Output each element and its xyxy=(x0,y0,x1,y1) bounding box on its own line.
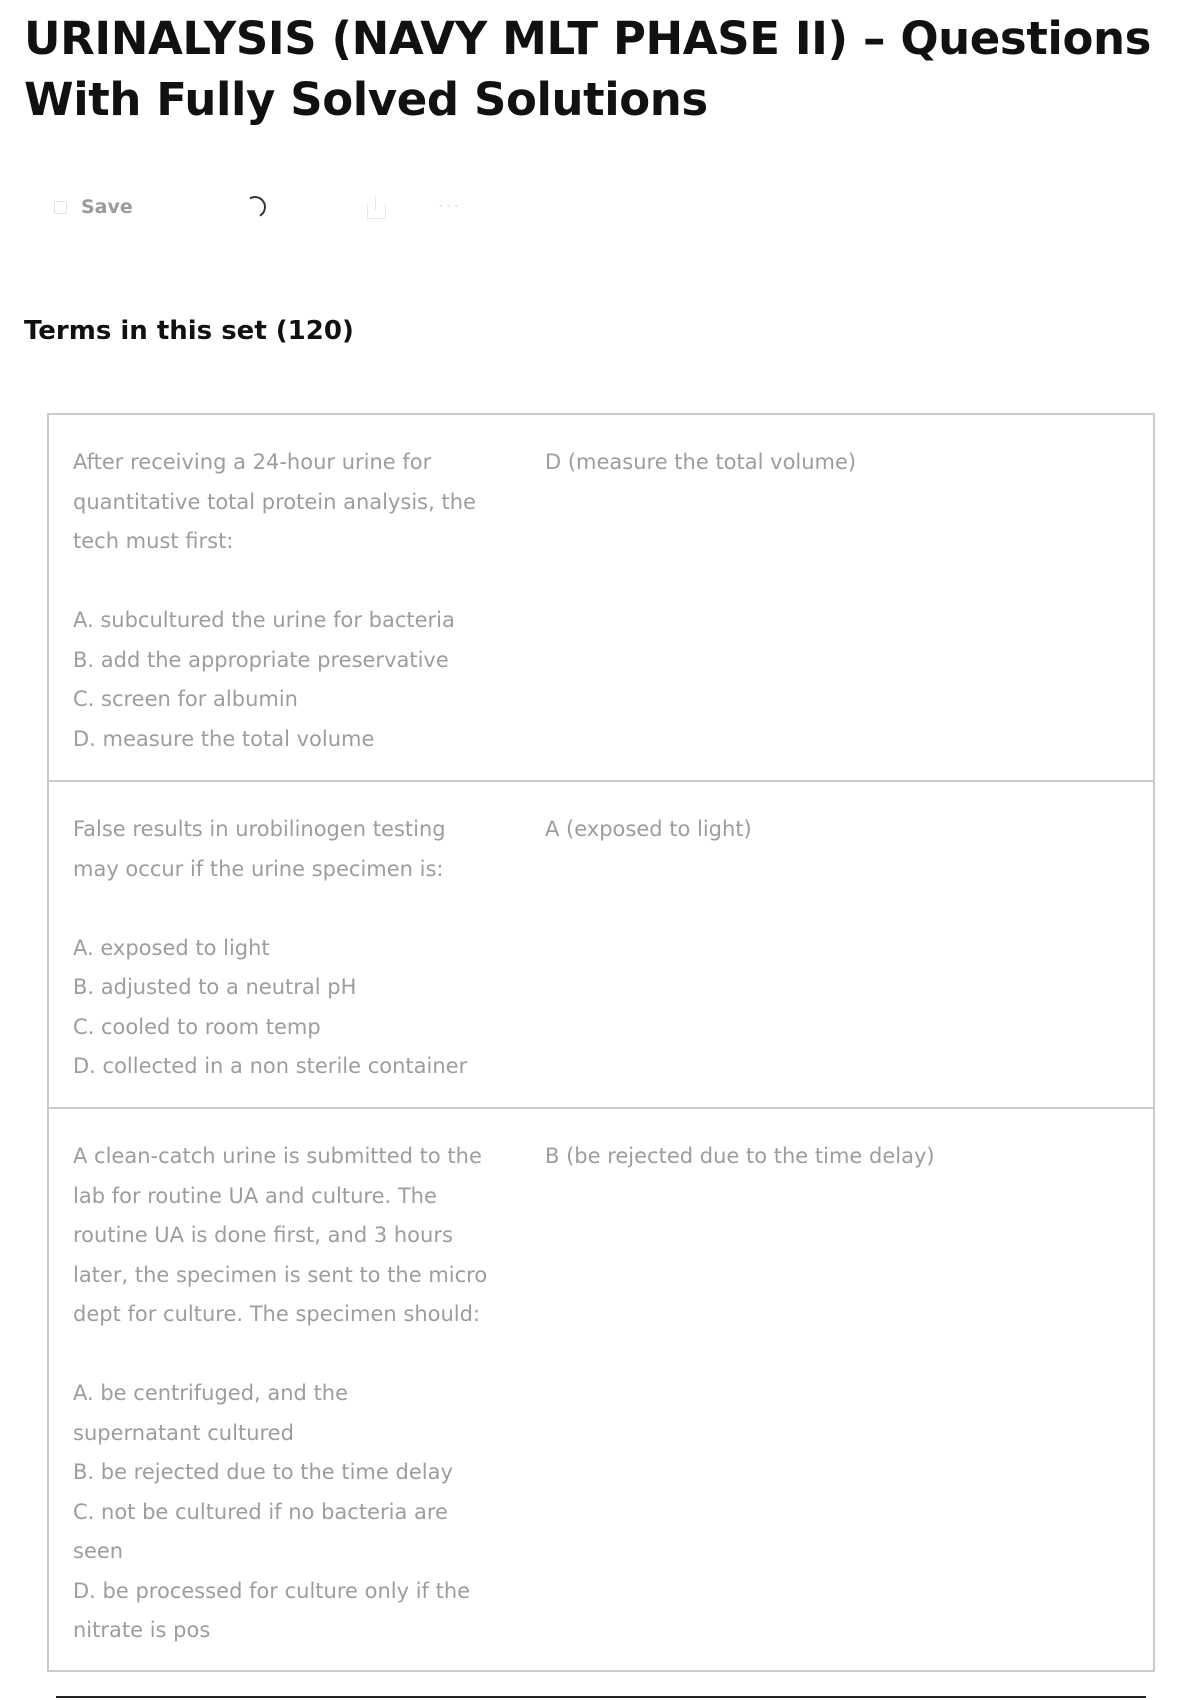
save-checkbox-icon xyxy=(54,201,67,214)
set-toolbar xyxy=(54,190,514,224)
term-card[interactable] xyxy=(47,413,1155,783)
loading-spinner-icon xyxy=(242,194,269,221)
terms-heading: Terms in this set (120) xyxy=(24,316,354,346)
definition-text: B (be rejected due to the time delay) xyxy=(545,1144,935,1168)
term-card[interactable] xyxy=(47,780,1155,1110)
page-title: URINALYSIS (NAVY MLT PHASE II) – Questions With Fully Solved Solutions xyxy=(24,12,1151,126)
save-label: Save xyxy=(81,196,133,218)
share-button[interactable] xyxy=(366,190,384,224)
loading-button[interactable] xyxy=(244,190,266,224)
definition-text: A (exposed to light) xyxy=(545,817,752,841)
term-text: False results in urobilinogen testing may occur if the urine specimen is: A. exposed to light B. adjusted to a neutral pH C. cooled to room temp D. collected in a non sterile container xyxy=(73,817,468,1078)
more-options-icon: ··· xyxy=(438,196,462,217)
term-text: A clean-catch urine is submitted to the lab for routine UA and culture. The routine UA is done first, and 3 hours later, the specimen is sent to the micro dept for culture. The specimen should: A. be centrifuged, and the supernatant cultured B. be rejected due to the time delay C. not be cultured if no bacteria are seen D. be processed for culture only if the nitrate is pos xyxy=(73,1144,488,1642)
term-card[interactable] xyxy=(47,1107,1155,1672)
page-divider xyxy=(56,1696,1146,1698)
term-text: After receiving a 24-hour urine for quantitative total protein analysis, the tech must first: A. subcultured the urine for bacteria B. add the appropriate preservative C. screen for albumin D. measure the total volume xyxy=(73,450,476,751)
share-icon xyxy=(366,197,384,217)
more-options-button[interactable] xyxy=(438,190,461,224)
save-button[interactable] xyxy=(54,190,133,224)
definition-text: D (measure the total volume) xyxy=(545,450,857,474)
